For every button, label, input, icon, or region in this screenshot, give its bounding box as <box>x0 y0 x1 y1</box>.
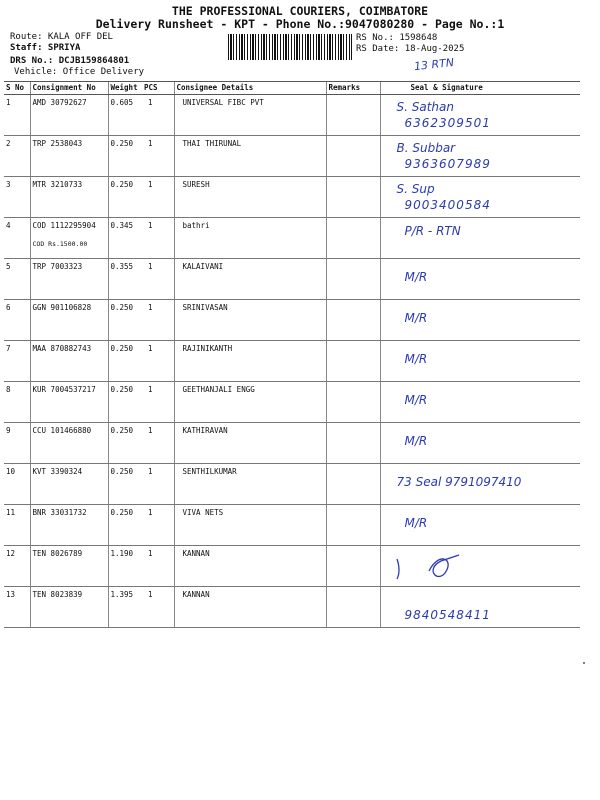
cell-consignment <box>30 218 108 259</box>
cell-consignment <box>30 423 108 464</box>
cell-remarks <box>326 95 380 136</box>
runsheet-subtitle: Delivery Runsheet - KPT - Phone No.:9047080280 - Page No.:1 <box>95 17 505 31</box>
cell-seal-signature <box>380 218 580 259</box>
handwritten-remark: M/R <box>404 311 428 325</box>
company-title: THE PROFESSIONAL COURIERS, COIMBATORE <box>171 4 429 18</box>
cell-remarks <box>326 177 380 218</box>
cell-remarks <box>326 546 380 587</box>
cell-seal-signature <box>380 177 580 218</box>
cell-weight: 1.395 <box>108 587 142 628</box>
consignment-number: TRP 2538043 <box>32 139 83 148</box>
cell-sno: 13 <box>4 587 30 628</box>
cell-weight: 0.355 <box>108 259 142 300</box>
handwritten-remark: M/R <box>404 434 428 448</box>
table-row <box>4 136 580 177</box>
cell-consignment <box>30 546 108 587</box>
handwritten-remark: M/R <box>404 516 428 530</box>
cell-consignment <box>30 464 108 505</box>
cell-seal-signature <box>380 423 580 464</box>
cell-pcs: 1 <box>142 382 174 423</box>
cell-sno: 11 <box>4 505 30 546</box>
cell-seal-signature <box>380 136 580 177</box>
cell-weight: 0.250 <box>108 464 142 505</box>
consignment-number: AMD 30792627 <box>32 98 87 107</box>
cell-seal-signature <box>380 95 580 136</box>
handwritten-rtn-note: 13 RTN <box>413 55 455 74</box>
cell-pcs: 1 <box>142 341 174 382</box>
cell-sno: 5 <box>4 259 30 300</box>
staff-label: Staff: SPRIYA <box>10 43 81 53</box>
cell-consignee: KANNAN <box>174 546 326 587</box>
cell-remarks <box>326 423 380 464</box>
cell-consignment <box>30 382 108 423</box>
cell-remarks <box>326 300 380 341</box>
table-row <box>4 423 580 464</box>
cell-remarks <box>326 464 380 505</box>
cell-remarks <box>326 136 380 177</box>
table-row <box>4 341 580 382</box>
column-header-remarks: Remarks <box>326 82 380 95</box>
cell-consignment <box>30 136 108 177</box>
cell-seal-signature <box>380 546 580 587</box>
consignment-number: KVT 3390324 <box>32 467 83 476</box>
signature-name: B. Subbar <box>396 141 456 155</box>
cell-consignee: KATHIRAVAN <box>174 423 326 464</box>
cell-sno: 6 <box>4 300 30 341</box>
cell-weight: 0.250 <box>108 505 142 546</box>
column-header-consignment: Consignment No <box>30 82 108 95</box>
cell-consignee: THAI THIRUNAL <box>174 136 326 177</box>
consignment-number: TEN 8026789 <box>32 549 83 558</box>
column-header-pcs: PCS <box>142 82 174 95</box>
rs-date: RS Date: 18-Aug-2025 <box>356 44 465 54</box>
cell-pcs: 1 <box>142 546 174 587</box>
cell-consignee: GEETHANJALI ENGG <box>174 382 326 423</box>
consignment-number: TRP 7003323 <box>32 262 83 271</box>
signature-name: S. Sup <box>396 182 435 196</box>
table-row <box>4 259 580 300</box>
cell-weight: 0.605 <box>108 95 142 136</box>
cell-consignee: KALAIVANI <box>174 259 326 300</box>
cell-pcs: 1 <box>142 259 174 300</box>
cell-weight: 0.250 <box>108 136 142 177</box>
cell-sno: 8 <box>4 382 30 423</box>
cell-remarks <box>326 382 380 423</box>
cell-weight: 0.250 <box>108 423 142 464</box>
handwritten-remark: P/R - RTN <box>404 224 461 238</box>
signature-name: S. Sathan <box>396 100 454 114</box>
cell-consignee: VIVA NETS <box>174 505 326 546</box>
cell-seal-signature <box>380 382 580 423</box>
handwritten-remark: M/R <box>404 352 428 366</box>
scan-speck <box>583 662 585 664</box>
cell-pcs: 1 <box>142 423 174 464</box>
cell-weight: 0.250 <box>108 382 142 423</box>
cell-pcs: 1 <box>142 95 174 136</box>
table-row <box>4 464 580 505</box>
cell-consignment <box>30 341 108 382</box>
rs-number: RS No.: 1598648 <box>356 33 438 43</box>
cell-pcs: 1 <box>142 464 174 505</box>
table-row <box>4 300 580 341</box>
table-row <box>4 218 580 259</box>
consignment-number: MTR 3210733 <box>32 180 83 189</box>
table-row <box>4 382 580 423</box>
signature-phone: 9840548411 <box>404 608 491 622</box>
signature-scribble <box>393 549 513 583</box>
cell-consignee: SURESH <box>174 177 326 218</box>
column-header-seal: Seal & Signature <box>380 82 580 95</box>
cell-consignment <box>30 177 108 218</box>
cell-consignee: UNIVERSAL FIBC PVT <box>174 95 326 136</box>
column-header-sno: S No <box>4 82 30 95</box>
cell-pcs: 1 <box>142 300 174 341</box>
cell-sno: 9 <box>4 423 30 464</box>
cell-weight: 0.250 <box>108 300 142 341</box>
cell-seal-signature <box>380 505 580 546</box>
cell-sno: 7 <box>4 341 30 382</box>
handwritten-remark: M/R <box>404 270 428 284</box>
cell-remarks <box>326 587 380 628</box>
cell-consignee: KANNAN <box>174 587 326 628</box>
consignment-number: TEN 8023839 <box>32 590 83 599</box>
column-header-consignee: Consignee Details <box>174 82 326 95</box>
cell-sno: 4 <box>4 218 30 259</box>
cell-consignee: RAJINIKANTH <box>174 341 326 382</box>
cell-remarks <box>326 218 380 259</box>
cell-remarks <box>326 259 380 300</box>
table-row <box>4 177 580 218</box>
cell-remarks <box>326 341 380 382</box>
drs-number: DRS No.: DCJB159864801 <box>10 56 130 66</box>
cell-weight: 0.250 <box>108 177 142 218</box>
cell-seal-signature <box>380 300 580 341</box>
signature-phone: 9003400584 <box>404 198 491 212</box>
cell-consignee: SRINIVASAN <box>174 300 326 341</box>
cell-consignment <box>30 505 108 546</box>
cell-sno: 2 <box>4 136 30 177</box>
route-label: Route: KALA OFF DEL <box>10 32 113 42</box>
vehicle-label: Vehicle: Office Delivery <box>14 67 145 77</box>
cell-pcs: 1 <box>142 136 174 177</box>
signature-phone: 9363607989 <box>404 157 491 171</box>
barcode-image <box>228 34 352 60</box>
cell-pcs: 1 <box>142 218 174 259</box>
cell-weight: 1.190 <box>108 546 142 587</box>
table-row <box>4 95 580 136</box>
cod-amount: COD Rs.1500.00 <box>32 240 88 248</box>
cell-seal-signature <box>380 341 580 382</box>
cell-consignment <box>30 587 108 628</box>
table-row <box>4 505 580 546</box>
consignment-number: MAA 870882743 <box>32 344 92 353</box>
signature-phone: 6362309501 <box>404 116 491 130</box>
cell-consignee: bathri <box>174 218 326 259</box>
cell-pcs: 1 <box>142 505 174 546</box>
cell-sno: 1 <box>4 95 30 136</box>
cell-pcs: 1 <box>142 177 174 218</box>
cell-seal-signature <box>380 259 580 300</box>
cell-weight: 0.345 <box>108 218 142 259</box>
consignment-number: BNR 33031732 <box>32 508 87 517</box>
table-header-row <box>4 82 580 95</box>
cell-sno: 3 <box>4 177 30 218</box>
handwritten-remark: 73 Seal 9791097410 <box>396 475 522 489</box>
cell-sno: 10 <box>4 464 30 505</box>
cell-consignee: SENTHILKUMAR <box>174 464 326 505</box>
handwritten-remark: M/R <box>404 393 428 407</box>
cell-remarks <box>326 505 380 546</box>
cell-consignment <box>30 95 108 136</box>
cell-consignment <box>30 300 108 341</box>
column-header-weight: Weight <box>108 82 142 95</box>
runsheet-table <box>4 81 580 628</box>
consignment-number: GGN 901106828 <box>32 303 92 312</box>
consignment-number: KUR 7004537217 <box>32 385 96 394</box>
cell-weight: 0.250 <box>108 341 142 382</box>
table-row <box>4 587 580 628</box>
cell-seal-signature <box>380 587 580 628</box>
consignment-number: CCU 101466880 <box>32 426 92 435</box>
cell-consignment <box>30 259 108 300</box>
table-row <box>4 546 580 587</box>
cell-seal-signature <box>380 464 580 505</box>
cell-pcs: 1 <box>142 587 174 628</box>
cell-sno: 12 <box>4 546 30 587</box>
consignment-number: COD 1112295904 <box>32 221 96 230</box>
